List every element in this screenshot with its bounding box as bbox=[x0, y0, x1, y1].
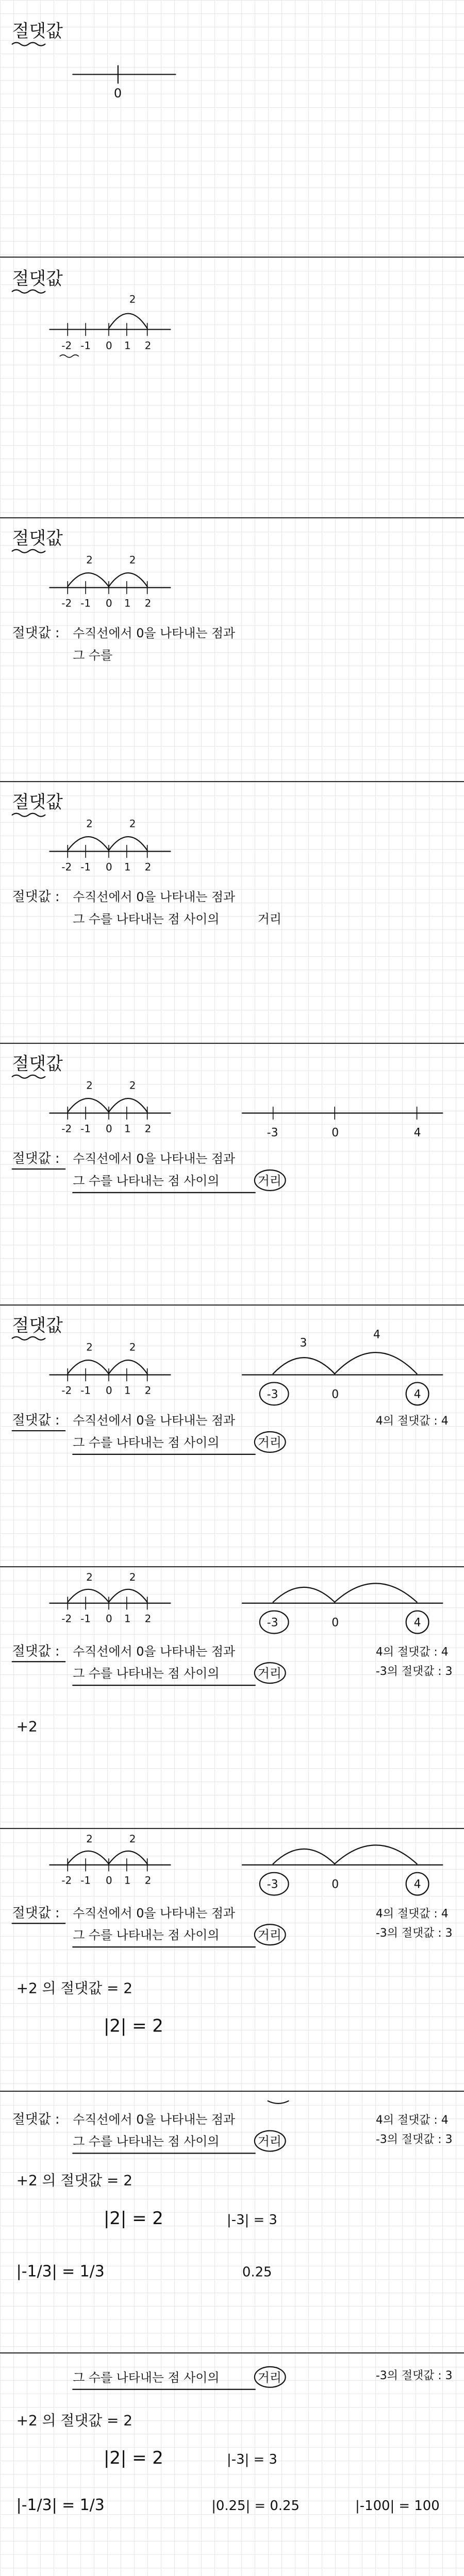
tick-label: -1 bbox=[80, 861, 91, 873]
arc-label: 2 bbox=[86, 1341, 93, 1353]
distance-arc-right bbox=[109, 1360, 147, 1374]
distance-arc-left bbox=[68, 1589, 109, 1602]
tick-label: 0 bbox=[105, 340, 112, 352]
distance-arc-right bbox=[335, 1845, 417, 1863]
definition-line-1: 수직선에서 0을 나타내는 점과 bbox=[73, 1151, 236, 1166]
definition-title: 절댓값 : bbox=[12, 889, 60, 905]
definition-keyword: 거리 bbox=[257, 2370, 281, 2385]
title-underline bbox=[12, 1075, 45, 1078]
definition-keyword: 거리 bbox=[257, 1173, 281, 1188]
tick-label: 1 bbox=[124, 861, 131, 873]
note-neg3: -3의 절댓값 : 3 bbox=[375, 1665, 453, 1679]
abs-fraction: |-1/3| = 1/3 bbox=[16, 2262, 105, 2281]
distance-arc-left bbox=[273, 1849, 335, 1864]
tick-label: 0 bbox=[332, 1388, 339, 1401]
definition-line-1: 수직선에서 0을 나타내는 점과 bbox=[73, 1906, 236, 1921]
tick-label: -1 bbox=[80, 1384, 91, 1397]
definition-line-2: 그 수를 나타내는 점 사이의 bbox=[73, 1666, 220, 1681]
tick-label: -2 bbox=[61, 861, 72, 873]
arc-label: 3 bbox=[300, 1336, 307, 1350]
tick-label: 0 bbox=[105, 861, 112, 873]
distance-arc-right bbox=[109, 837, 147, 850]
zero-label: 0 bbox=[113, 86, 122, 101]
definition-line-2: 그 수를 나타내는 점 사이의 bbox=[73, 2370, 220, 2385]
tick-label: -2 bbox=[61, 597, 72, 609]
scribble bbox=[268, 2101, 289, 2104]
frame-10-drawing bbox=[0, 2353, 464, 2576]
tick-label: 0 bbox=[105, 1874, 112, 1887]
definition-title: 절댓값 : bbox=[12, 1643, 60, 1659]
definition-line-2: 그 수를 나타내는 점 사이의 bbox=[73, 1173, 220, 1188]
definition-title: 절댓값 : bbox=[12, 1905, 60, 1921]
frame-7 bbox=[0, 1567, 464, 1829]
definition-line-1: 수직선에서 0을 나타내는 점과 bbox=[73, 1644, 236, 1659]
frame-10 bbox=[0, 2353, 464, 2576]
tick-label: -2 bbox=[61, 1123, 72, 1135]
tick-label: 1 bbox=[124, 340, 131, 352]
tick-label: 0 bbox=[332, 1126, 339, 1140]
definition-line-2: 그 수를 나타내는 점 사이의 bbox=[73, 1928, 220, 1943]
tick-label: -3 bbox=[267, 1878, 278, 1891]
distance-arc-left bbox=[68, 837, 109, 850]
frame-3 bbox=[0, 518, 464, 782]
tick-label: -3 bbox=[267, 1388, 278, 1401]
arc-label: 2 bbox=[129, 818, 136, 830]
arc-label: 2 bbox=[86, 818, 93, 830]
tick-label: 2 bbox=[144, 1613, 152, 1625]
distance-arc-left bbox=[68, 1360, 109, 1374]
abs-expression: |2| = 2 bbox=[103, 2448, 163, 2468]
note-neg3: -3의 절댓값 : 3 bbox=[375, 1927, 453, 1940]
note-neg3: -3의 절댓값 : 3 bbox=[375, 2133, 453, 2146]
distance-arc-right bbox=[109, 573, 147, 586]
arc-label: 2 bbox=[86, 1571, 93, 1583]
arc-label: 2 bbox=[129, 1833, 136, 1845]
note-4: 4의 절댓값 : 4 bbox=[375, 1907, 449, 1921]
definition-line-1: 수직선에서 0을 나타내는 점과 bbox=[73, 2112, 236, 2127]
arc-label: 2 bbox=[129, 1079, 136, 1092]
abs-fraction: |-1/3| = 1/3 bbox=[16, 2496, 105, 2514]
tick-label: 1 bbox=[124, 1874, 131, 1887]
frame-1-drawing bbox=[0, 0, 464, 257]
definition-title: 절댓값 : bbox=[12, 1151, 60, 1167]
arc-label: 2 bbox=[129, 1341, 136, 1353]
arc-label: 4 bbox=[373, 1328, 380, 1342]
abs-sentence: +2 의 절댓값 = 2 bbox=[16, 1979, 132, 1997]
tick-label: 0 bbox=[332, 1616, 339, 1630]
tick-label: 1 bbox=[124, 1613, 131, 1625]
note-neg3: -3의 절댓값 : 3 bbox=[375, 2369, 453, 2382]
definition-line-1: 수직선에서 0을 나타내는 점과 bbox=[73, 890, 236, 905]
tick-label: -1 bbox=[80, 340, 91, 352]
tick-label: -2 bbox=[61, 1613, 72, 1625]
definition-keyword: 거리 bbox=[257, 1435, 281, 1450]
frame-2 bbox=[0, 258, 464, 518]
title-underline bbox=[12, 43, 45, 46]
tick-label: 2 bbox=[144, 1123, 152, 1135]
note-4: 4의 절댓값 : 4 bbox=[375, 2113, 449, 2127]
tick-label: -2 bbox=[61, 1384, 72, 1397]
definition-line-2: 그 수를 bbox=[73, 648, 113, 663]
arc-label: 2 bbox=[86, 1833, 93, 1845]
title-underline bbox=[12, 814, 45, 817]
frame-6-drawing bbox=[0, 1306, 464, 1566]
frame-7-drawing bbox=[0, 1567, 464, 1828]
distance-arc-right bbox=[335, 1583, 417, 1602]
frame-title: 절댓값 bbox=[12, 791, 63, 812]
tick-label: 1 bbox=[124, 1123, 131, 1135]
definition-keyword: 거리 bbox=[257, 1666, 281, 1681]
arc-label: 2 bbox=[129, 293, 136, 306]
tick-label: 2 bbox=[144, 340, 152, 352]
tick-label: -1 bbox=[80, 597, 91, 609]
tick-label: -1 bbox=[80, 1874, 91, 1887]
definition-keyword: 거리 bbox=[257, 2134, 281, 2149]
tick-label: -3 bbox=[267, 1616, 278, 1630]
frame-5 bbox=[0, 1044, 464, 1306]
frame-title: 절댓값 bbox=[12, 1053, 63, 1074]
definition-line-2: 그 수를 나타내는 점 사이의 bbox=[73, 1435, 220, 1450]
arc-label: 2 bbox=[86, 1079, 93, 1092]
frame-title: 절댓값 bbox=[12, 268, 63, 289]
tick-label: 4 bbox=[413, 1388, 421, 1401]
definition-line-2: 그 수를 나타내는 점 사이의 bbox=[73, 911, 220, 926]
tick-label: 1 bbox=[124, 1384, 131, 1397]
arc-label: 2 bbox=[129, 554, 136, 566]
tick-label: -2 bbox=[61, 340, 72, 352]
tick-label: 2 bbox=[144, 861, 152, 873]
note-4: 4의 절댓값 : 4 bbox=[375, 1415, 449, 1428]
distance-arc-left bbox=[68, 573, 109, 586]
abs-sentence: +2 의 절댓값 = 2 bbox=[16, 2412, 132, 2429]
distance-arc-left bbox=[68, 1098, 109, 1112]
tick-label: -1 bbox=[80, 1613, 91, 1625]
frame-5-drawing bbox=[0, 1044, 464, 1304]
definition-line-2: 그 수를 나타내는 점 사이의 bbox=[73, 2134, 220, 2149]
tick-label: 0 bbox=[105, 1384, 112, 1397]
definition-keyword: 거리 bbox=[257, 1928, 281, 1943]
tick-label: 4 bbox=[413, 1126, 421, 1140]
frame-title: 절댓값 bbox=[12, 21, 63, 41]
distance-arc-right bbox=[109, 1589, 147, 1602]
abs-neg3: |-3| = 3 bbox=[227, 2212, 277, 2228]
tick-label: 4 bbox=[413, 1616, 421, 1630]
tick-label: 0 bbox=[105, 1123, 112, 1135]
abs-hundred: |-100| = 100 bbox=[355, 2498, 440, 2514]
frame-9-drawing bbox=[0, 2092, 464, 2352]
arc-label: 2 bbox=[129, 1571, 136, 1583]
distance-arc-right bbox=[335, 1352, 417, 1374]
title-underline bbox=[12, 1337, 45, 1340]
tick-label: 0 bbox=[105, 1613, 112, 1625]
abs-neg3: |-3| = 3 bbox=[227, 2452, 277, 2468]
distance-arc bbox=[109, 314, 147, 329]
definition-line-1: 수직선에서 0을 나타내는 점과 bbox=[73, 626, 236, 641]
definition-title: 절댓값 : bbox=[12, 1413, 60, 1429]
definition-title: 절댓값 : bbox=[12, 2111, 60, 2127]
frame-3-drawing bbox=[0, 518, 464, 781]
distance-arc-left bbox=[273, 1587, 335, 1602]
frame-4-drawing bbox=[0, 782, 464, 1043]
tick-label: 4 bbox=[413, 1878, 421, 1891]
distance-arc-left bbox=[273, 1358, 335, 1374]
distance-arc-left bbox=[68, 1851, 109, 1864]
scribble bbox=[60, 355, 78, 358]
arc-label: 2 bbox=[86, 554, 93, 566]
definition-keyword: 거리 bbox=[257, 911, 281, 926]
distance-arc-right bbox=[109, 1851, 147, 1864]
abs-decimal: |0.25| = 0.25 bbox=[211, 2498, 300, 2514]
definition-title: 절댓값 : bbox=[12, 625, 60, 641]
plus-two: +2 bbox=[16, 1718, 38, 1735]
frame-6 bbox=[0, 1306, 464, 1567]
frame-2-drawing bbox=[0, 258, 464, 517]
frame-9 bbox=[0, 2092, 464, 2353]
tick-label: 2 bbox=[144, 1384, 152, 1397]
definition-line-1: 수직선에서 0을 나타내는 점과 bbox=[73, 1413, 236, 1428]
note-4: 4의 절댓값 : 4 bbox=[375, 1646, 449, 1659]
tick-label: 2 bbox=[144, 1874, 152, 1887]
tick-label: 0 bbox=[332, 1878, 339, 1891]
decimal: 0.25 bbox=[242, 2264, 272, 2280]
frame-1 bbox=[0, 0, 464, 258]
abs-sentence: +2 의 절댓값 = 2 bbox=[16, 2172, 132, 2189]
tick-label: -2 bbox=[61, 1874, 72, 1887]
title-underline bbox=[12, 290, 45, 293]
frame-title: 절댓값 bbox=[12, 528, 63, 548]
abs-expression: |2| = 2 bbox=[103, 2208, 163, 2228]
tick-label: 2 bbox=[144, 597, 152, 609]
tick-label: -3 bbox=[267, 1126, 278, 1140]
title-underline bbox=[12, 550, 45, 553]
frame-4 bbox=[0, 782, 464, 1044]
abs-expression: |2| = 2 bbox=[103, 2015, 163, 2036]
frame-8 bbox=[0, 1829, 464, 2092]
tick-label: 1 bbox=[124, 597, 131, 609]
frame-title: 절댓값 bbox=[12, 1315, 63, 1335]
tick-label: 0 bbox=[105, 597, 112, 609]
tick-label: -1 bbox=[80, 1123, 91, 1135]
distance-arc-right bbox=[109, 1098, 147, 1112]
frame-8-drawing bbox=[0, 1829, 464, 2091]
